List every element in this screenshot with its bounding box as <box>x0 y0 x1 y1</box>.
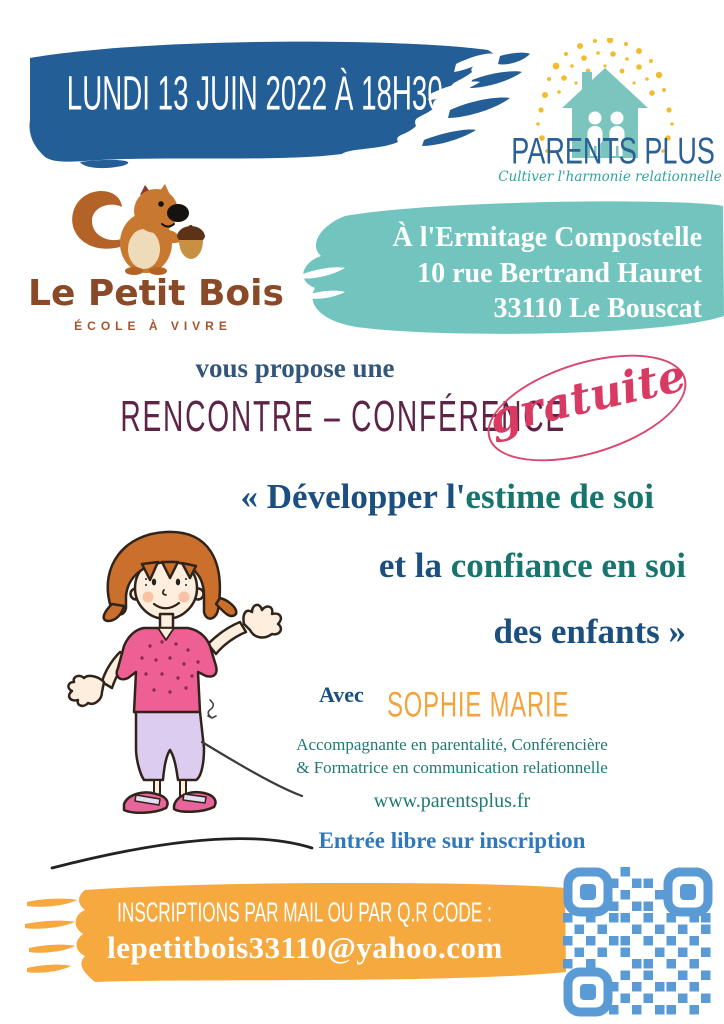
squirrel-with-acorn-icon <box>28 183 278 275</box>
venue-line-2: 10 rue Bertrand Hauret <box>417 257 702 289</box>
event-date: LUNDI 13 JUIN 2022 À 18H30 <box>67 66 443 120</box>
title-1-teal: estime de soi <box>465 477 654 516</box>
venue-address <box>393 220 703 327</box>
title-2-navy: et la <box>378 546 451 585</box>
speaker-role-2: & Formatrice en communication relationnelle <box>296 757 608 777</box>
event-type: RENCONTRE – CONFÉRENCE <box>120 392 566 441</box>
cta-email: lepetitbois33110@yahoo.com <box>107 930 503 965</box>
title-3-navy: des enfants » <box>493 612 686 651</box>
title-line-3 <box>493 612 686 652</box>
cta-instruction: INSCRIPTIONS PAR MAIL OU PAR Q.R CODE : <box>117 898 493 928</box>
qr-code <box>562 866 714 1018</box>
venue-block <box>285 196 724 348</box>
venue-line-3: 33110 Le Bouscat <box>493 293 702 325</box>
speaker-row <box>312 682 592 724</box>
speaker-role-1: Accompagnante en parentalité, Conférencière <box>296 735 608 754</box>
title-line-2 <box>379 546 686 586</box>
date-banner <box>20 36 532 176</box>
petit-bois-subtitle: ÉCOLE À VIVRE <box>74 319 232 333</box>
badge-label: gratuite <box>484 350 691 445</box>
petit-bois-logo <box>28 183 284 341</box>
speaker-name: SOPHIE MARIE <box>386 685 569 724</box>
parents-plus-name: PARENTS PLUS <box>511 131 715 173</box>
title-1-navy: « Développer l' <box>240 477 466 516</box>
intro-lead: vous propose une <box>195 353 395 383</box>
free-badge <box>480 350 695 460</box>
venue-line-1: À l'Ermitage Compostelle <box>392 222 702 253</box>
title-line-1 <box>241 477 654 517</box>
petit-bois-name: Le Petit Bois <box>28 273 284 314</box>
entry-note: Entrée libre sur inscription <box>318 828 586 853</box>
speaker-prefix: Avec <box>318 682 364 707</box>
parents-plus-tagline: Cultiver l'harmonie relationnelle <box>498 169 722 185</box>
cta-banner <box>25 876 570 994</box>
website-url: www.parentsplus.fr <box>373 790 531 812</box>
title-2-teal: confiance en soi <box>450 546 686 585</box>
speaker-roles <box>270 734 634 780</box>
parents-plus-logo <box>500 38 720 193</box>
